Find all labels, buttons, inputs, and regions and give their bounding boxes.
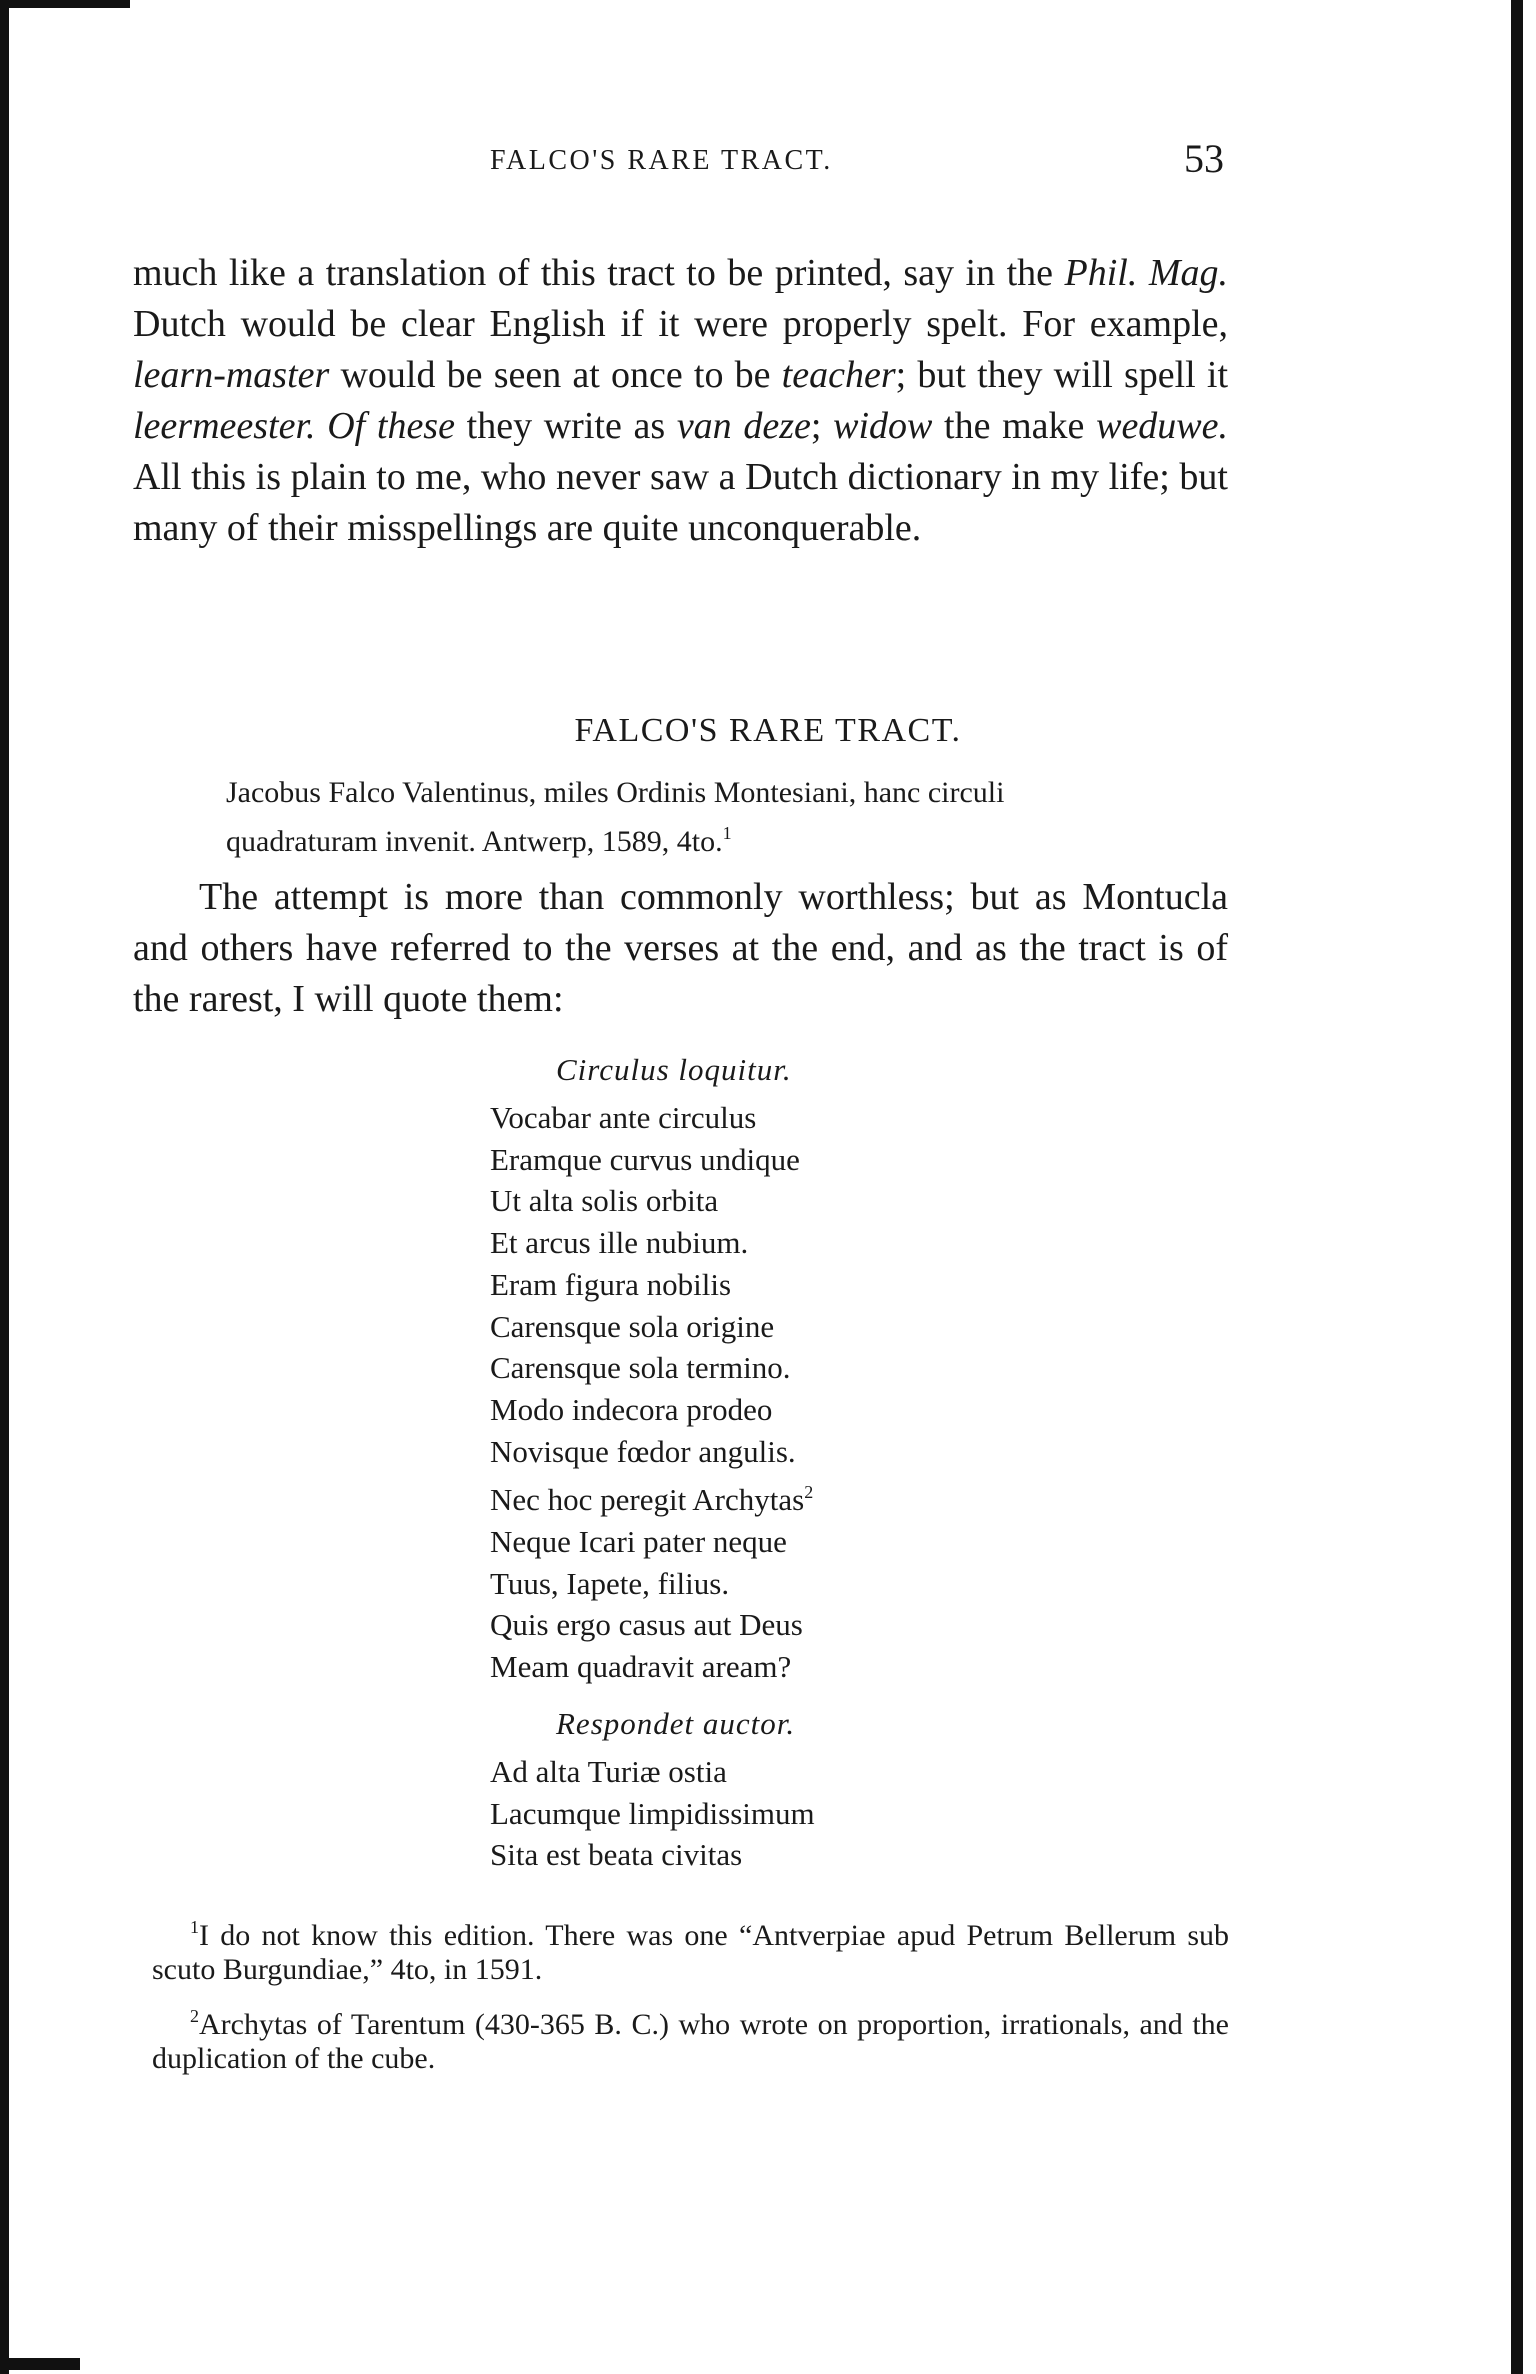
poem-line-text: Tuus, Iapete, filius. (490, 1565, 730, 1601)
body-italic-run: learn-master (133, 354, 330, 396)
footnote-marker: 2 (190, 2006, 199, 2026)
citation (226, 772, 1229, 862)
poem-line-text: Carensque sola origine (490, 1308, 775, 1344)
poem-line-text: Meam quadravit aream? (490, 1649, 792, 1685)
scan-border-right (1511, 0, 1523, 2374)
citation-line: quadraturam invenit. Antwerp, 1589, 4to. (226, 825, 723, 858)
footnote-text: I do not know this edition. There was one “Antverpiae apud Petrum Bellerum sub scuto Burgundiae,” 4to, in 1591. (152, 1919, 1229, 1986)
poem-line-text: Eram figura nobilis (490, 1266, 732, 1302)
body-text-run: ; (810, 405, 822, 447)
body-text-run: All this is plain to me, who never saw a Dutch dictionary in my life; but many of their misspellings are quite unconquerable. (133, 456, 1228, 549)
footnote (152, 1999, 1229, 2076)
poem-line-text: Vocabar ante circulus (490, 1100, 757, 1135)
poem-line-text: Lacumque limpidissimum (490, 1795, 815, 1831)
body-paragraph (133, 248, 1228, 554)
poem-line-text: Et arcus ille nubium. (490, 1225, 749, 1261)
poem-line (490, 1604, 813, 1646)
footnote-reference: 1 (722, 823, 732, 843)
running-head: FALCO'S RARE TRACT. (490, 145, 833, 176)
citation-line: Jacobus Falco Valentinus, miles Ordinis Montesiani, hanc circuli (226, 776, 1005, 809)
body-italic-run: Of these (327, 405, 455, 447)
footnotes (152, 1910, 1229, 2088)
poem-line-text: Sita est beata civitas (490, 1837, 743, 1873)
poem-line-text: Quis ergo casus aut Deus (490, 1607, 803, 1643)
poem-line (490, 1222, 813, 1264)
scan-border-bottom (0, 2358, 80, 2370)
poem-line-text: Modo indecora prodeo (490, 1391, 773, 1427)
poem-line (490, 1751, 815, 1793)
footnote-text: Archytas of Tarentum (430-365 B. C.) who wrote on proportion, irrationals, and the duplication of the cube. (152, 2008, 1229, 2075)
poem-line (490, 1097, 813, 1139)
body-text-run: the make (944, 405, 1085, 447)
body-italic-run: leermeester. (133, 405, 316, 447)
body-italic-run: van deze (676, 405, 811, 447)
poem-line (490, 1472, 813, 1521)
poem-line (490, 1834, 815, 1876)
poem-line-text: Carensque sola termino. (490, 1350, 791, 1386)
body-italic-run: weduwe. (1096, 405, 1229, 447)
body-text-run: ; but they will spell it (895, 354, 1229, 396)
poem-line (490, 1180, 813, 1222)
poem-line (490, 1793, 815, 1835)
body-italic-run: widow (833, 405, 933, 447)
poem-line (490, 1521, 813, 1563)
intro-paragraph (133, 872, 1228, 1025)
body-italic-run: teacher (781, 354, 896, 396)
footnote-marker: 1 (190, 1917, 199, 1937)
poem-line-text: Novisque fœdor angulis. (490, 1433, 796, 1469)
intro-text: The attempt is more than commonly worthless; but as Montucla and others have referred to the verses at the end, and as the tract is of the rarest, I will quote them: (133, 876, 1228, 1020)
poem-line-text: Eramque curvus undique (490, 1141, 800, 1177)
poem-line (490, 1389, 813, 1431)
body-text-run: much like a translation of this tract to be printed, say in the (133, 252, 1053, 294)
poem-line-text: Ut alta solis orbita (490, 1183, 719, 1219)
poem-line (490, 1139, 813, 1181)
poem-line-text: Nec hoc peregit Archytas (490, 1482, 805, 1518)
poem-stanza-2 (490, 1751, 815, 1876)
poem-stanza-1 (490, 1097, 813, 1688)
citation-line-2 (226, 813, 1229, 862)
footnote (152, 1910, 1229, 1987)
page-number: 53 (1184, 136, 1224, 181)
body-italic-run: Phil. Mag. (1064, 252, 1229, 294)
poem-line (490, 1347, 813, 1389)
body-text-run: would be seen at once to be (340, 354, 771, 396)
poem-line (490, 1431, 813, 1473)
poem-line (490, 1264, 813, 1306)
poem-line-text: Ad alta Turiæ ostia (490, 1754, 727, 1789)
scan-border-top (0, 0, 130, 8)
poem-line (490, 1646, 813, 1688)
poem-line (490, 1563, 813, 1605)
poem-line-text: Neque Icari pater neque (490, 1524, 787, 1560)
poem-heading: Respondet auctor. (556, 1706, 796, 1741)
poem-line (490, 1306, 813, 1348)
scan-border-left (0, 0, 9, 2374)
poem-heading: Circulus loquitur. (556, 1052, 792, 1087)
body-text-run: they write as (466, 405, 666, 447)
section-title: FALCO'S RARE TRACT. (574, 712, 962, 749)
body-text-run: Dutch would be clear English if it were properly spelt. For example, (133, 303, 1228, 345)
footnote-reference: 2 (804, 1482, 814, 1503)
